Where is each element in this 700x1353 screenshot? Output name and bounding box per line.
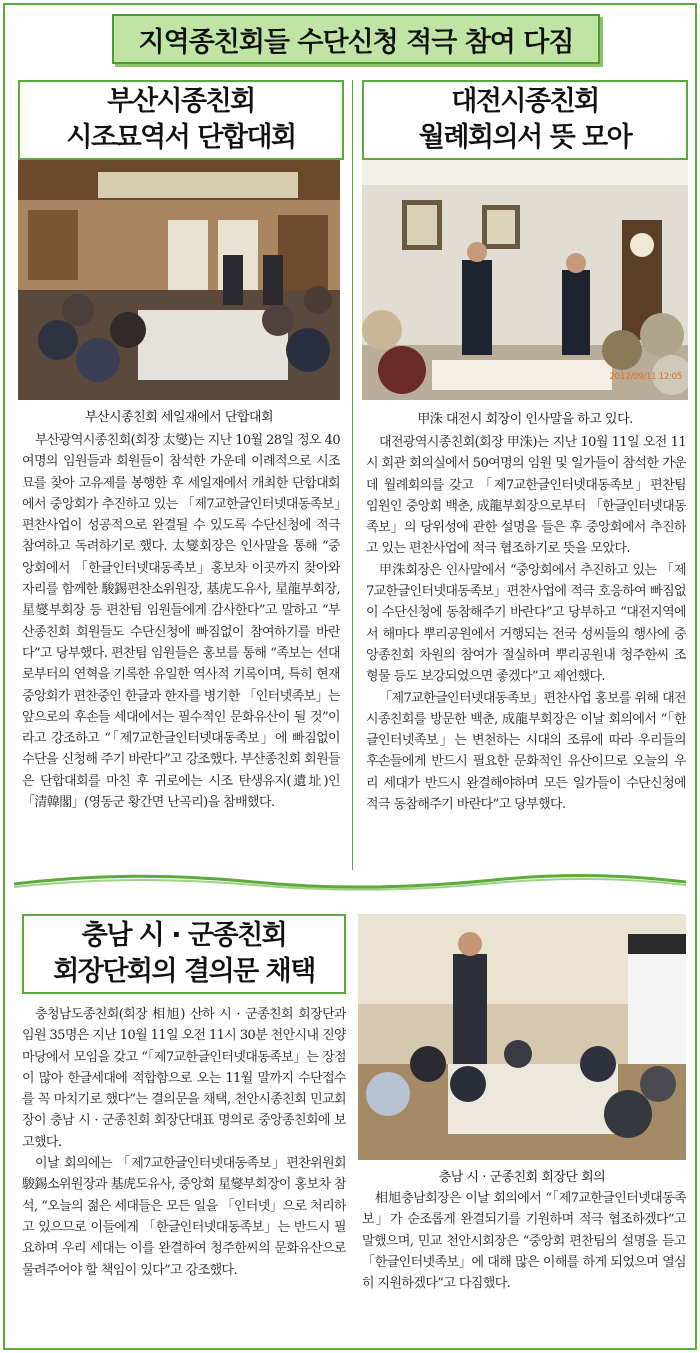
daejeon-paragraph: 대전광역시종친회(회장 甲洙)는 지난 10월 11일 오전 11시 회관 회의실에서 50여명의 임원 및 일가들이 참석한 가운데 월례회의를 갖고 「제7교한글인터넷대동족보」편찬팀 임원인 중앙회 백춘, 成龍부회장으로부터 「한글인터넷대동족보」의 당위성에 관한 설명을 들은 후 중앙회에서 추진하고 있는 편찬사업에 적극 협조하기로 뜻을 모았다.: [366, 435, 686, 557]
daejeon-paragraph: 「제7교한글인터넷대동족보」편찬사업 홍보를 위해 대전시종친회를 방문한 백춘, 成龍부회장은 이날 회의에서 “「한글인터넷족보」는 변천하는 시대의 조류에 따라 우리들의 후손들에게 반드시 필요한 문화적인 유산이므로 오늘의 우리 세대가 반드시 완결해야하며 모든 일가들이 수단신청에 적극 동참해주기 바란다”고 당부했다.: [366, 690, 686, 813]
daejeon-photo: [362, 160, 688, 400]
chungnam-body: [22, 1004, 346, 1344]
busan-title-line1: 부산시종친회: [107, 86, 255, 117]
chungnam-paragraph: 이날 회의에는 「제7교한글인터넷대동족보」편찬위원회 駿錫소위원장과 基虎도유사, 중앙회 星燮부회장이 홍보차 참석, “오늘의 젊은 세대들은 모든 일을 「인터넷」으로 처리하고 있으므로 이들에게 「한글인터넷대동족보」는 반드시 필요하며 우리 세대는 이를 완결하여 청주한씨의 문화유산으로 물려주어야 할 책임이 있다”고 강조했다.: [22, 1156, 346, 1278]
daejeon-title-box: [362, 80, 688, 160]
daejeon-photo-timestamp: 2012/09/11 12:05: [609, 372, 682, 382]
chungnam-caption: 충남 시 · 군종친회 회장단 회의: [438, 1170, 606, 1185]
daejeon-caption: 甲洙 대전시 회장이 인사말을 하고 있다.: [417, 412, 633, 427]
page-banner: [112, 14, 600, 64]
busan-title-box: [18, 80, 344, 160]
column-divider: [352, 80, 353, 870]
busan-title-line2: 시조묘역서 단합대회: [66, 122, 296, 153]
wave-divider-icon: [14, 872, 686, 892]
busan-caption: 부산시종친회 세일재에서 단합대회: [84, 410, 274, 425]
restaurant-meeting-photo-icon: [358, 914, 686, 1160]
chungnam-side-body: [362, 1188, 686, 1344]
chungnam-title-line2: 회장단회의 결의문 채택: [53, 956, 315, 987]
meeting-hall-photo-icon: [18, 160, 340, 400]
daejeon-title-line2: 월례회의서 뜻 모아: [418, 122, 632, 153]
chungnam-side-paragraph: 相旭충남회장은 이날 회의에서 “「제7교한글인터넷대동족보」가 순조롭게 완결되기를 기원하며 적극 협조하겠다”고 말했으며, 민교 천안시회장은 “중앙회 편찬팀의 설명을 듣고 「한글인터넷족보」에 대해 많은 이해를 하게 되었으며 열심히 지원하겠다”고 다짐했다.: [362, 1191, 686, 1292]
chungnam-title-box: [22, 914, 346, 994]
conference-room-photo-icon: [362, 160, 688, 400]
daejeon-paragraph: 甲洙회장은 인사말에서 “중앙회에서 추진하고 있는 「제7교한글인터넷대동족보」편찬사업에 적극 호응하여 빠짐없이 수단신청에 동참해주기 바란다”고 당부하고 “대전지역에서 해마다 뿌리공원에서 거행되는 전국 성씨들의 행사에 중앙종친회 차원의 참여가 절실하며 뿌리공원내 청주한씨 조형물 등도 보강되었으면 좋겠다”고 제언했다.: [366, 562, 686, 685]
chungnam-photo: [358, 914, 686, 1160]
busan-photo: [18, 160, 340, 400]
daejeon-title-line1: 대전시종친회: [451, 86, 599, 117]
busan-paragraph: 부산광역시종친회(회장 太燮)는 지난 10월 28일 정오 40여명의 임원들과 회원들이 참석한 가운데 이례적으로 시조묘를 찾아 고유제를 봉행한 후 세일재에서 개최한 단합대회에서 중앙회가 추진하고 있는 「제7교한글인터넷대동족보」편찬사업이 성공적으로 완결될 수 있도록 수단신청에 적극 참여하고 독려하기로 했다. 太燮회장은 인사말을 통해 “중앙회에서 「한글인터넷대동족보」홍보차 이곳까지 찾아와 자리를 함께한 駿錫편찬소위원장, 基虎도유사, 星龍부회장, 星燮부회장 등 편찬팀 임원들에게 감사한다”고 말하고 “부산종친회 회원들도 수단신청에 빠짐없이 참여하기를 바란다”고 당부했다. 편찬팀 임원들은 홍보를 통해 “족보는 선대로부터의 연혁을 기록한 유일한 역사적 기록이며, 특히 현재 중앙회가 편찬중인 한글과 한자를 병기한 「인터넷족보」는 앞으로의 후손들 세대에서는 필수적인 문화유산이 될 것”이라고 강조하고 “「제7교한글인터넷대동족보」에 빠짐없이 수단을 신청해 주기 바란다”고 강조했다. 부산종친회 회원들은 단합대회를 마친 후 귀로에는 시조 탄생유지(遺址)인 「清韓閣」(영동군 황간면 난곡리)을 참배했다.: [22, 433, 340, 811]
chungnam-title-line1: 충남 시 · 군종친회: [81, 920, 287, 951]
banner-title: 지역종친회들 수단신청 적극 참여 다짐: [138, 26, 574, 58]
daejeon-body: [366, 432, 686, 872]
busan-body: [22, 430, 340, 870]
chungnam-paragraph: 충청남도종친회(회장 相旭) 산하 시 · 군종친회 회장단과 임원 35명은 지난 10월 11일 오전 11시 30분 천안시내 진양마당에서 모임을 갖고 “「제7교한글인터넷대동족보」는 장점이 많아 한글세대에 적합함으로 오는 11월 말까지 수단접수를 꼭 마치기로 했다”는 결의문을 채택, 천안시종친회 민교회장이 충남 시 · 군종친회 회장단대표 명의로 중앙종친회에 보고했다.: [22, 1007, 346, 1150]
